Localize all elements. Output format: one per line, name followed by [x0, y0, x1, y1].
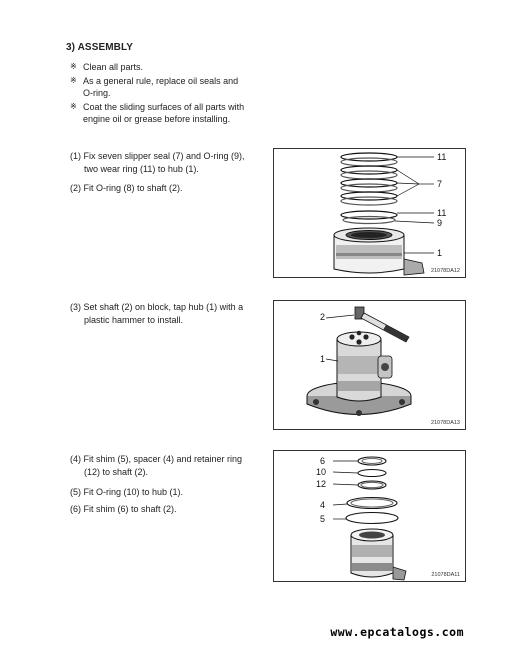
figure-code: 21078DA11 — [431, 572, 460, 578]
callout-label: 5 — [320, 514, 326, 524]
reference-mark-icon: ※ — [70, 76, 77, 85]
step-1 — [70, 150, 245, 175]
reference-mark-icon: ※ — [70, 62, 77, 71]
callout-label: 9 — [437, 218, 443, 228]
figure-code: 21078DA13 — [430, 420, 460, 426]
step-2 — [70, 182, 183, 195]
step-text: plastic hammer to install. — [84, 314, 184, 325]
callout-label: 11 — [437, 208, 447, 218]
callout-label: 1 — [320, 354, 326, 364]
shaft-hub-illustration — [274, 301, 465, 429]
reference-mark-icon: ※ — [70, 102, 77, 111]
note-text: Clean all parts. — [83, 62, 144, 72]
step-5 — [70, 486, 183, 499]
callout-label: 1 — [437, 248, 443, 258]
figure-shaft-hub — [273, 300, 466, 430]
step-6 — [70, 503, 177, 516]
callout-label: 10 — [316, 467, 327, 477]
figure-shim-spacer — [273, 450, 466, 582]
note-text: As a general rule, replace oil seals and — [83, 76, 239, 86]
callout-label: 7 — [437, 179, 443, 189]
callout-label: 2 — [320, 312, 326, 322]
step-text: (2) Fit O-ring (8) to shaft (2). — [70, 183, 183, 193]
section-heading: 3) ASSEMBLY — [66, 42, 134, 53]
footer-url[interactable]: www.epcatalogs.com — [330, 625, 464, 639]
step-text: two wear ring (11) to hub (1). — [84, 163, 199, 174]
step-text: (5) Fit O-ring (10) to hub (1). — [70, 487, 184, 497]
step-text: (1) Fix seven slipper seal (7) and O-ring (9), — [70, 151, 245, 161]
figure-hub-seals — [273, 148, 466, 278]
figure-code: 21078DA12 — [430, 268, 460, 274]
callout-label: 11 — [437, 152, 447, 162]
step-text: (6) Fit shim (6) to shaft (2). — [70, 504, 177, 514]
step-3 — [70, 301, 243, 326]
note-text: O-ring. — [83, 88, 111, 98]
callout-label: 6 — [320, 456, 326, 466]
note-text: Coat the sliding surfaces of all parts with — [83, 102, 245, 112]
step-4 — [70, 453, 242, 478]
callout-label: 4 — [320, 500, 326, 510]
step-text: (3) Set shaft (2) on block, tap hub (1) with a — [70, 302, 244, 312]
callout-label: 12 — [316, 479, 327, 489]
shim-spacer-illustration — [274, 451, 465, 581]
step-text: (4) Fit shim (5), spacer (4) and retainer ring — [70, 454, 243, 464]
note-text: engine oil or grease before installing. — [83, 114, 231, 124]
step-text: (12) to shaft (2). — [84, 466, 149, 477]
